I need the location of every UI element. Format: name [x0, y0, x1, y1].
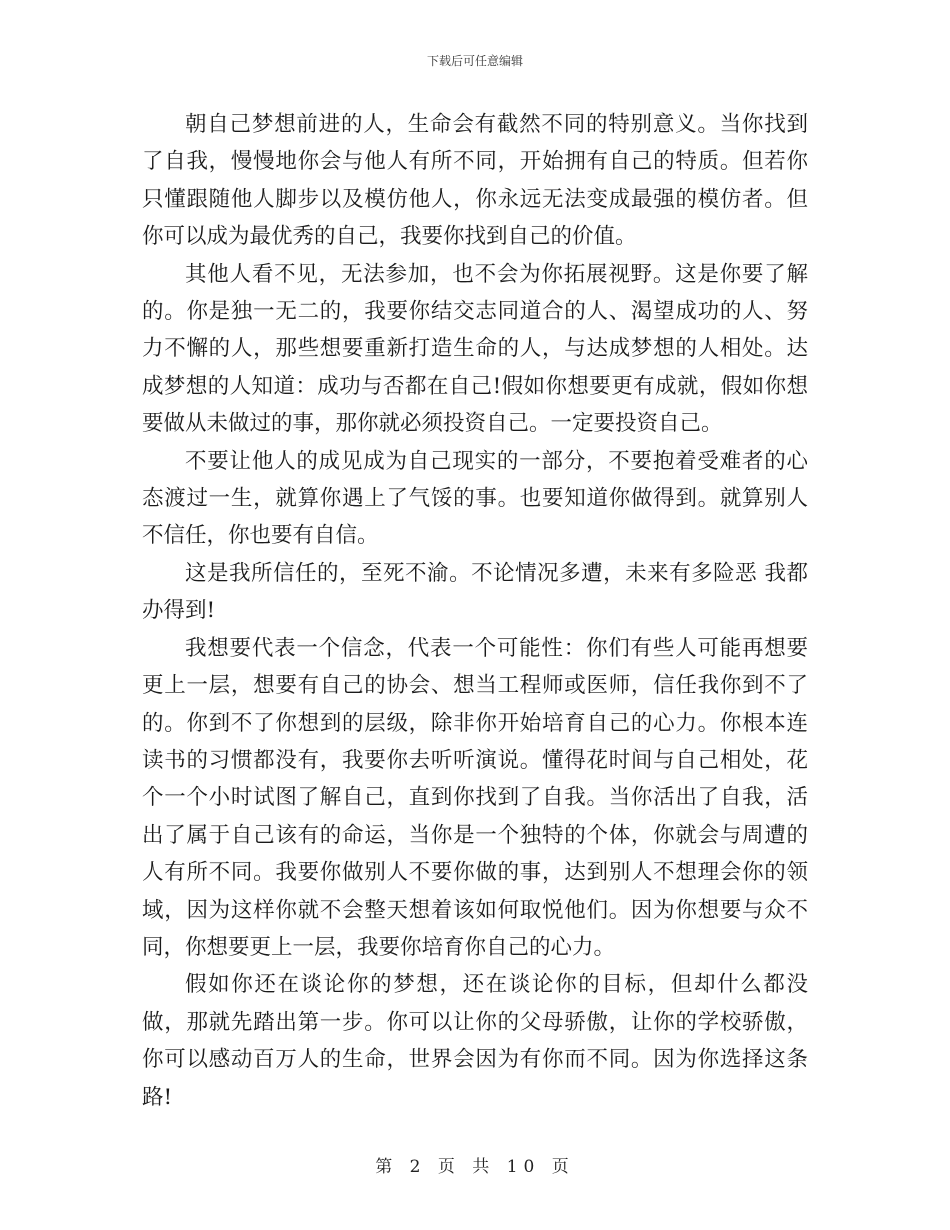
paragraph-4: 这是我所信任的，至死不渝。不论情况多遭，未来有多险恶 我都办得到!	[142, 560, 808, 624]
page-header: 下载后可任意编辑	[426, 54, 523, 68]
paragraph-1: 朝自己梦想前进的人，生命会有截然不同的特别意义。当你找到了自我，慢慢地你会与他人有所不同，开始拥有自己的特质。但若你只懂跟随他人脚步以及模仿他人，你永远无法变成最强的模仿者。但你可以成为最优秀的自己，我要你找到自己的价值。	[142, 112, 808, 250]
page-number-footer: 第 2 页 共 10 页	[375, 1157, 575, 1177]
paragraph-5: 我想要代表一个信念，代表一个可能性：你们有些人可能再想要更上一层，想要有自己的协会、想当工程师或医师，信任我你到不了的。你到不了你想到的层级，除非你开始培育自己的心力。你根本连读书的习惯都没有，我要你去听听演说。懂得花时间与自己相处，花个一个小时试图了解自己，直到你找到了自我。当你活出了自我，活出了属于自己该有的命运，当你是一个独特的个体，你就会与周遭的人有所不同。我要你做别人不要你做的事，达到别人不想理会你的领域，因为这样你就不会整天想着该如何取悦他们。因为你想要与众不同，你想要更上一层，我要你培育你自己的心力。	[142, 635, 808, 960]
paragraph-6: 假如你还在谈论你的梦想，还在谈论你的目标，但却什么都没做，那就先踏出第一步。你可以让你的父母骄傲，让你的学校骄傲，你可以感动百万人的生命，世界会因为有你而不同。因为你选择这条路!	[142, 972, 808, 1110]
document-body	[142, 106, 808, 1116]
paragraph-3: 不要让他人的成见成为自己现实的一部分，不要抱着受难者的心态渡过一生，就算你遇上了气馁的事。也要知道你做得到。就算别人不信任，你也要有自信。	[142, 448, 808, 549]
paragraph-2: 其他人看不见，无法参加，也不会为你拓展视野。这是你要了解的。你是独一无二的，我要你结交志同道合的人、渴望成功的人、努力不懈的人，那些想要重新打造生命的人，与达成梦想的人相处。达成梦想的人知道：成功与否都在自己!假如你想要更有成就，假如你想要做从未做过的事，那你就必须投资自己。一定要投资自己。	[142, 261, 808, 437]
